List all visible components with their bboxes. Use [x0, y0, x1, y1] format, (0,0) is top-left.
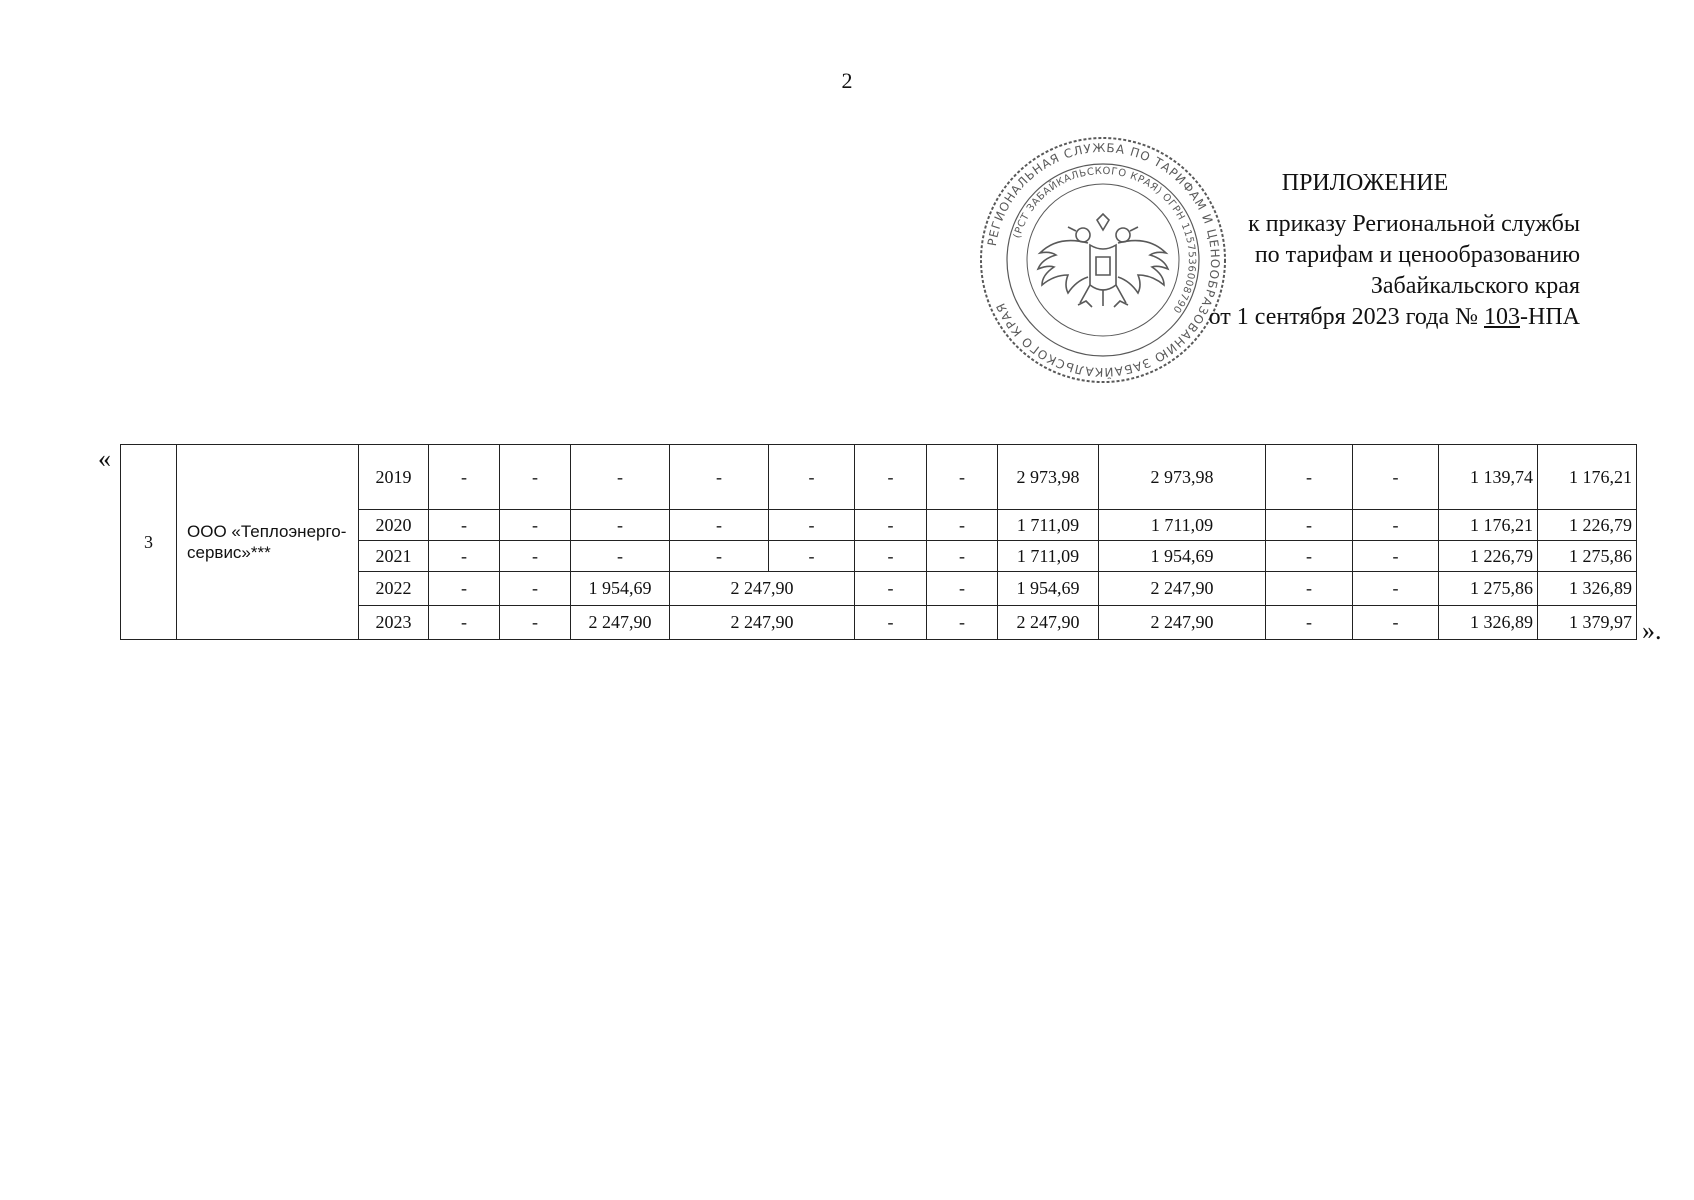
opening-quote: «: [98, 444, 111, 473]
table-cell: -: [1353, 606, 1439, 640]
table-cell: -: [429, 445, 500, 510]
table-cell: -: [1266, 510, 1353, 541]
organization-name: ООО «Теплоэнерго-сервис»***: [177, 445, 359, 640]
table-cell-merged: 2 247,90: [670, 572, 855, 606]
table-cell: -: [1266, 572, 1353, 606]
table-cell: -: [670, 510, 769, 541]
table-cell: -: [571, 445, 670, 510]
table-cell: -: [927, 445, 998, 510]
table-cell: 1 954,69: [1099, 541, 1266, 572]
table-cell: 1 226,79: [1439, 541, 1538, 572]
order-date: от 1 сентября 2023 года №: [1208, 304, 1484, 330]
stamp-outer-text: РЕГИОНАЛЬНАЯ СЛУЖБА ПО ТАРИФАМ И ЦЕНООБРАЗОВАНИЮ ЗАБАЙКАЛЬСКОГО КРАЯ: [984, 140, 1223, 380]
table-cell: 1 326,89: [1538, 572, 1637, 606]
table-cell: -: [1353, 510, 1439, 541]
table-cell: -: [1353, 541, 1439, 572]
table-cell: -: [571, 541, 670, 572]
table-cell: 1 711,09: [1099, 510, 1266, 541]
table-cell: 1 711,09: [998, 510, 1099, 541]
table-cell: -: [429, 541, 500, 572]
table-cell: -: [1353, 445, 1439, 510]
year-cell: 2020: [359, 510, 429, 541]
table-cell: -: [769, 541, 855, 572]
table-cell: -: [855, 510, 927, 541]
order-suffix: -НПА: [1520, 304, 1580, 330]
table-cell: 1 226,79: [1538, 510, 1637, 541]
page-number: 2: [841, 68, 853, 93]
table-cell: -: [500, 572, 571, 606]
year-cell: 2019: [359, 445, 429, 510]
table-cell: -: [1353, 572, 1439, 606]
table-cell: -: [855, 572, 927, 606]
appendix-line-3: Забайкальского края: [1370, 273, 1580, 299]
appendix-title: ПРИЛОЖЕНИЕ: [1281, 170, 1449, 196]
table-cell: -: [429, 510, 500, 541]
table-cell: 2 247,90: [571, 606, 670, 640]
row-number: 3: [121, 445, 177, 640]
appendix-order-line: [1110, 302, 1580, 333]
table-cell: -: [500, 541, 571, 572]
order-number: 103: [1484, 304, 1520, 330]
table-cell: -: [1266, 445, 1353, 510]
tariff-table: [120, 444, 1637, 640]
table-cell: -: [855, 445, 927, 510]
table-cell: -: [769, 510, 855, 541]
table-cell: 2 247,90: [1099, 606, 1266, 640]
table-cell: -: [927, 572, 998, 606]
table-cell: -: [500, 510, 571, 541]
table-cell: -: [429, 606, 500, 640]
table-cell: -: [1266, 541, 1353, 572]
table-cell: 2 247,90: [1099, 572, 1266, 606]
table-cell: 1 176,21: [1439, 510, 1538, 541]
table-cell: -: [670, 541, 769, 572]
table-cell: 2 973,98: [1099, 445, 1266, 510]
table-cell: 1 954,69: [998, 572, 1099, 606]
table-cell: 1 379,97: [1538, 606, 1637, 640]
appendix-line-2: по тарифам и ценообразованию: [1254, 242, 1580, 268]
table-cell: 2 973,98: [998, 445, 1099, 510]
appendix-header: [1110, 168, 1580, 333]
table-cell: -: [855, 541, 927, 572]
table-cell: 1 176,21: [1538, 445, 1637, 510]
year-cell: 2022: [359, 572, 429, 606]
table-cell: -: [429, 572, 500, 606]
table-cell: 1 326,89: [1439, 606, 1538, 640]
table-cell: -: [670, 445, 769, 510]
table-cell: -: [927, 510, 998, 541]
table-cell: -: [500, 445, 571, 510]
table-cell-merged: 2 247,90: [670, 606, 855, 640]
appendix-line-1: к приказу Региональной службы: [1248, 211, 1580, 237]
table-cell: -: [855, 606, 927, 640]
table-cell: -: [769, 445, 855, 510]
table-cell: -: [500, 606, 571, 640]
table-cell: -: [927, 541, 998, 572]
table-cell: 2 247,90: [998, 606, 1099, 640]
year-cell: 2021: [359, 541, 429, 572]
table-cell: 1 711,09: [998, 541, 1099, 572]
closing-quote: ».: [1642, 616, 1662, 645]
table-cell: 1 275,86: [1439, 572, 1538, 606]
table-cell: -: [927, 606, 998, 640]
table-cell: -: [571, 510, 670, 541]
table-cell: 1 275,86: [1538, 541, 1637, 572]
table-cell: 1 954,69: [571, 572, 670, 606]
stamp-inner-text: (РСТ ЗАБАЙКАЛЬСКОГО КРАЯ) ОГРН 1157536008790: [1011, 165, 1198, 316]
table-cell: -: [1266, 606, 1353, 640]
table-cell: 1 139,74: [1439, 445, 1538, 510]
year-cell: 2023: [359, 606, 429, 640]
table-row: [121, 445, 1637, 510]
